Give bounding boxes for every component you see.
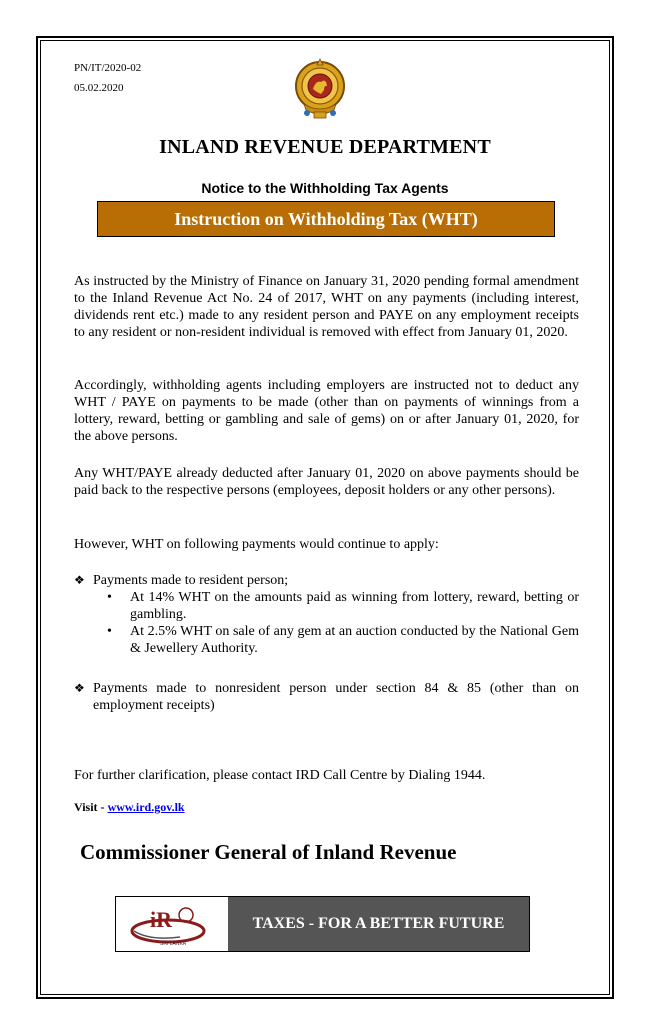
paragraph-3: Any WHT/PAYE already deducted after January 01, 2020 on above payments should be paid back to the respective persons (employees, deposit holders or any other persons). — [74, 466, 579, 498]
notice-title: Notice to the Withholding Tax Agents — [201, 180, 449, 196]
ird-logo-icon — [120, 901, 220, 947]
footer-banner — [115, 896, 530, 952]
department-title: INLAND REVENUE DEPARTMENT — [159, 136, 491, 158]
list-item-text: Payments made to nonresident person under section 84 & 85 (other than on employment receipts) — [93, 681, 579, 713]
visit-label: Visit - — [74, 800, 108, 814]
sub-list-item — [74, 589, 579, 623]
bullet-icon: • — [107, 624, 112, 639]
instruction-banner: Instruction on Withholding Tax (WHT) — [97, 201, 555, 237]
list-item-text: Payments made to resident person; — [93, 573, 289, 588]
website-link[interactable]: www.ird.gov.lk — [107, 800, 185, 814]
sub-list-item — [74, 623, 579, 657]
paragraph-4: However, WHT on following payments would continue to apply: — [74, 537, 439, 552]
sri-lanka-emblem-icon — [294, 56, 346, 122]
list-item — [74, 680, 579, 714]
paragraph-2: Accordingly, withholding agents including employers are instructed not to deduct any WHT / PAYE on payments to be made (other than on payments of winnings from a lottery, reward, betting or gambling and sale of gems) on or after January 01, 2020, for the above persons. — [74, 378, 579, 444]
slogan: TAXES - FOR A BETTER FUTURE — [228, 897, 529, 951]
diamond-bullet-icon: ❖ — [74, 681, 85, 695]
reference-number: PN/IT/2020-02 — [74, 62, 142, 74]
signatory-title: Commissioner General of Inland Revenue — [80, 840, 457, 864]
sub-list-item-text: At 14% WHT on the amounts paid as winning from lottery, reward, betting or gambling. — [130, 590, 579, 622]
visit-line — [74, 800, 185, 815]
sub-list — [74, 589, 579, 657]
bullet-icon: • — [107, 590, 112, 605]
diamond-bullet-icon: ❖ — [74, 573, 85, 587]
svg-text:iR: iR — [150, 907, 172, 932]
sub-list-item-text: At 2.5% WHT on sale of any gem at an auction conducted by the National Gem & Jewellery Authority. — [130, 624, 579, 656]
notice-date: 05.02.2020 — [74, 82, 124, 94]
contact-line: For further clarification, please contact IRD Call Centre by Dialing 1944. — [74, 768, 486, 783]
logo-text: SRI LANKA — [160, 941, 187, 947]
list-item — [74, 572, 579, 657]
paragraph-1: As instructed by the Ministry of Finance on January 31, 2020 pending formal amendment to the Inland Revenue Act No. 24 of 2017, WHT on any payments (including interest, dividends rent etc.) made to any resident person and PAYE on any employment receipts to any resident or non-resident individual is removed with effect from January 01, 2020. — [74, 274, 579, 340]
